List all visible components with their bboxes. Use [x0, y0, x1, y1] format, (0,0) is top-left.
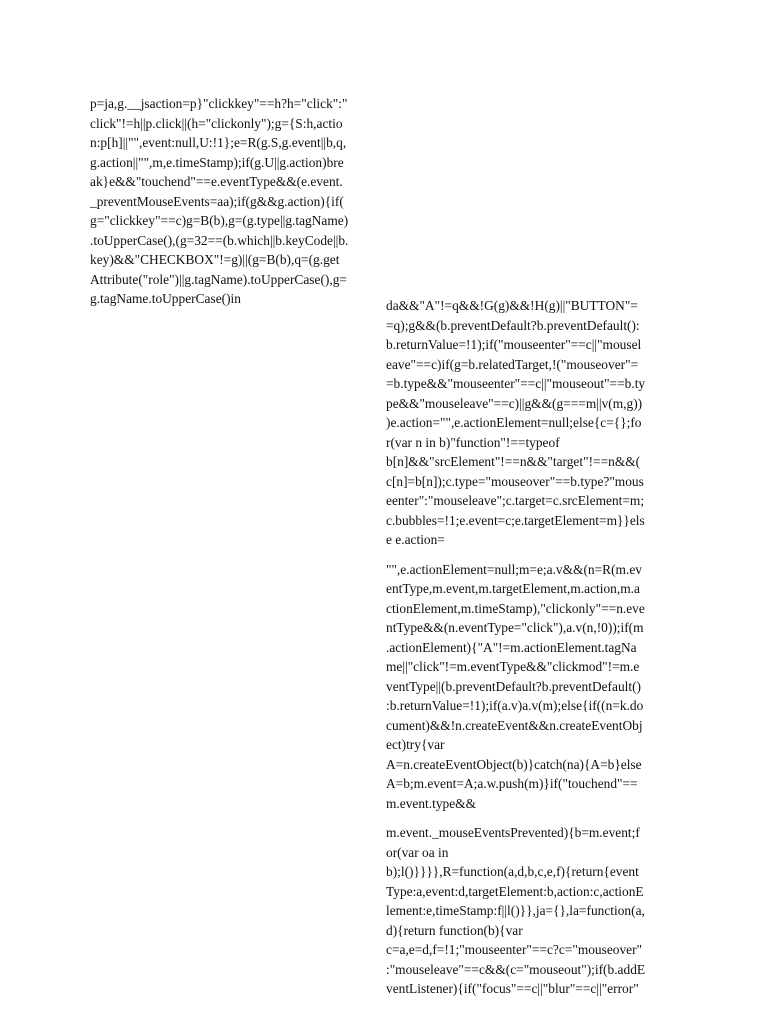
text-line: click"!=h||p.click||(h="clickonly");g={S:h,actio	[90, 115, 343, 131]
text-line: :b.returnValue=!1);if(a.v)a.v(m);else{if((n=k.do	[386, 698, 644, 713]
text-line: n:p[h]||"",event:null,U:!1};e=R(g.S,g.event||b,q,	[90, 135, 347, 150]
text-line: _preventMouseEvents=aa);if(g&&g.action){if(	[90, 193, 344, 209]
text-line: e e.action=	[386, 532, 445, 547]
text-line: eave"==c)if(g=b.relatedTarget,!("mouseover"=	[386, 356, 639, 372]
text-line: =b.type&&"mouseenter"==c||"mouseout"==b.ty	[386, 376, 646, 391]
text-line: or(var oa in	[386, 844, 449, 860]
paragraph-1	[90, 94, 390, 309]
text-line: ventType||(b.preventDefault?b.preventDefault()	[386, 678, 642, 694]
text-line: m.event.type&&	[386, 795, 476, 811]
text-line: me||"click"!=m.eventType&&"clickmod"!=m.e	[386, 659, 640, 674]
text-line: ak}e&&"touchend"==e.eventType&&(e.event.	[90, 174, 343, 189]
text-line: da&&"A"!=q&&!G(g)&&!H(g)||"BUTTON"=	[386, 298, 638, 313]
text-line: cument)&&!n.createEvent&&n.createEventObj	[386, 717, 643, 733]
text-line: A=b;m.event=A;a.w.push(m)}if("touchend"==	[386, 776, 638, 791]
text-line: Attribute("role")||g.tagName).toUpperCase(),g=	[90, 271, 347, 287]
text-line: p=ja,g.__jsaction=p}"clickkey"==h?h="click":"	[90, 96, 348, 111]
text-line: m.event._mouseEventsPrevented){b=m.event;f	[386, 825, 640, 840]
paragraph-3	[386, 560, 686, 814]
text-line: b);l()}}}},R=function(a,d,b,c,e,f){return{event	[386, 864, 639, 879]
text-line: eenter":"mouseleave";c.target=c.srcElement=m;	[386, 493, 645, 508]
text-line: g.tagName.toUpperCase()in	[90, 291, 241, 306]
text-line: ntType&&(n.eventType="click"),a.v(n,!0));if(m	[386, 620, 644, 635]
text-line: pe&&"mouseleave"==c)||g&&(g===m||v(m,g))	[386, 395, 643, 411]
text-line: lement:e,timeStamp:f||l()}},ja={},la=function(a,	[386, 903, 645, 918]
text-line: .actionElement){"A"!=m.actionElement.tagNa	[386, 639, 637, 655]
text-line: entType,m.event,m.targetElement,m.action,m.a	[386, 581, 640, 596]
text-line: ctionElement,m.timeStamp),"clickonly"==n.eve	[386, 600, 645, 616]
text-line: g="clickkey"==c)g=B(b),g=(g.type||g.tagName)	[90, 213, 349, 228]
text-line: Type:a,event:d,targetElement:b,action:c,actionE	[386, 883, 644, 899]
left-text-column	[90, 94, 390, 309]
text-line: ect)try{var	[386, 737, 445, 752]
text-line: .toUpperCase(),(g=32==(b.which||b.keyCode||b.	[90, 232, 349, 248]
paragraph-4	[386, 823, 686, 999]
text-line: "",e.actionElement=null;m=e;a.v&&(n=R(m.ev	[386, 561, 642, 577]
text-line: c.bubbles=!1;e.event=c;e.targetElement=m}}els	[386, 512, 645, 528]
text-line: g.action||"",m,e.timeStamp);if(g.U||g.action)bre	[90, 154, 344, 170]
text-line: :"mouseleave"==c&&(c="mouseout");if(b.addE	[386, 961, 646, 977]
text-line: d){return function(b){var	[386, 922, 523, 938]
right-text-column	[386, 296, 686, 999]
text-line: c[n]=b[n]);c.type="mouseover"==b.type?"mous	[386, 473, 644, 489]
text-line: )e.action="",e.actionElement=null;else{c={};fo	[386, 415, 642, 430]
text-line: c=a,e=d,f=!1;"mouseenter"==c?c="mouseover"	[386, 942, 643, 957]
text-line: ventListener){if("focus"==c||"blur"==c||"error"	[386, 981, 639, 996]
text-line: A=n.createEventObject(b)}catch(na){A=b}else	[386, 756, 642, 772]
text-line: b.returnValue=!1);if("mouseenter"==c||"mousel	[386, 337, 642, 352]
text-line: =q);g&&(b.preventDefault?b.preventDefault():	[386, 317, 640, 333]
text-line: b[n]&&"srcElement"!==n&&"target"!==n&&(	[386, 454, 641, 469]
text-line: key)&&"CHECKBOX"!=g)||(g=B(b),q=(g.get	[90, 252, 340, 267]
paragraph-2	[386, 296, 686, 550]
text-line: r(var n in b)"function"!==typeof	[386, 434, 560, 450]
